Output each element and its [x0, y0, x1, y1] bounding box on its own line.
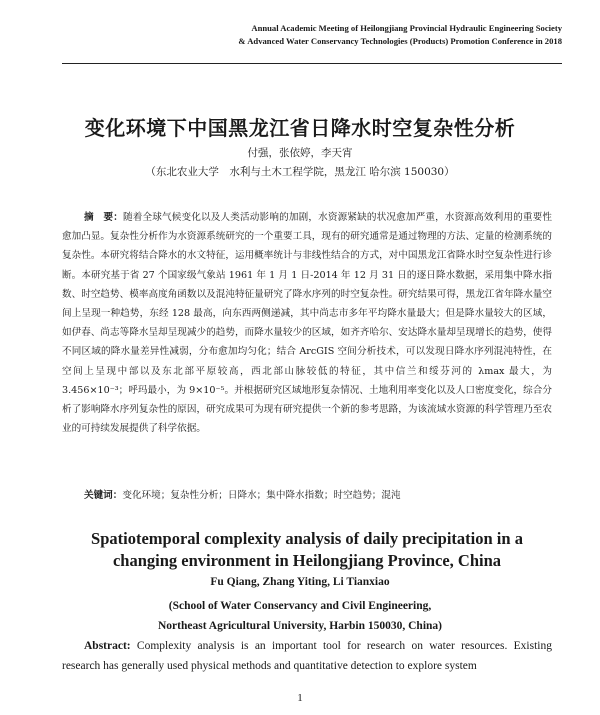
header-rule	[62, 63, 562, 64]
chinese-keywords-text: 变化环境；复杂性分析；日降水；集中降水指数；时空趋势；混沌	[122, 490, 401, 501]
chinese-abstract	[62, 208, 552, 438]
english-affiliation-line-2: Northeast Agricultural University, Harbin 150030, China)	[158, 620, 442, 632]
chinese-keywords	[84, 486, 554, 505]
chinese-title: 变化环境下中国黑龙江省日降水时空复杂性分析	[84, 116, 516, 140]
chinese-abstract-text: 随着全球气候变化以及人类活动影响的加剧，水资源紧缺的状况愈加严重，水资源高效利用的重要性愈加凸显。复杂性分析作为水资源系统研究的一个重要工具，现有的研究通常是通过物理的方法、定量的检测系统的复杂性。本研究将结合降水的水文特征，运用概率统计与非线性结合的方式，对中国黑龙江省降水时空复杂性进行诊断。本研究基于省 27 个国家级气象站 1961 年 1 月 1 日-2014 年 12 月 31 日的逐日降水数据，采用集中降水指数、时空趋势、模率高度角函数以及混沌特征量研究了降水序列的时空复杂性。研究结果可得，黑龙江省年降水量空间上呈现一种趋势，东经 128 最高，向东西两侧递减，其中尚志市多年平均降水量最大；但是降水量较大的区域，如伊春、尚志等降水呈却呈现减少的趋势，而降水量较少的区域，如齐齐哈尔、安达降水量却呈现增长的趋势，使得不同区域的降水量差异性减弱，分布愈加均匀化；结合 ArcGIS 空间分析技术，可以发现日降水序列混沌特性，在空间上呈现中部以及东北部平原较高，西北部山脉较低的特征，其中信兰和绥芬河的 λmax 最大，为 3.456×10⁻³；呼玛最小，为 9×10⁻⁵。并根据研究区域地形复杂情况、土地利用率变化以及人口密度变化，综合分析了影响降水序列复杂性的原因，研究成果可为现有研究提供一个新的参考思路，为该流域水资源的科学管理乃至农业的可持续发展提供了科学依据。	[62, 212, 553, 435]
english-authors: Fu Qiang, Zhang Yiting, Li Tianxiao	[210, 576, 390, 588]
english-abstract-text: Complexity analysis is an important tool for research on water resources. Existing research has generally used physical methods and quantitative detection to explore system	[62, 640, 552, 672]
english-affiliation-line-1: (School of Water Conservancy and Civil Engineering,	[168, 600, 432, 612]
english-title: Spatiotemporal complexity analysis of daily precipitation in a changing environment in Heilongjiang Province, China	[91, 529, 523, 570]
running-header-line-1: Annual Academic Meeting of Heilongjiang Provincial Hydraulic Engineering Society	[251, 23, 562, 33]
chinese-affiliation: （东北农业大学 水利与土木工程学院，黑龙江 哈尔滨 150030）	[145, 166, 455, 178]
chinese-authors: 付强，张依婷，李天宵	[247, 147, 353, 159]
english-abstract-label: Abstract:	[84, 640, 131, 652]
english-abstract	[62, 636, 552, 676]
chinese-abstract-label: 摘 要：	[84, 212, 124, 223]
chinese-keywords-label: 关键词：	[84, 490, 123, 501]
running-header-line-2: & Advanced Water Conservancy Technologies (Products) Promotion Conference in 2018	[238, 36, 562, 46]
running-header	[122, 22, 562, 48]
page-number: 1	[297, 692, 303, 704]
english-affiliation	[0, 596, 600, 636]
